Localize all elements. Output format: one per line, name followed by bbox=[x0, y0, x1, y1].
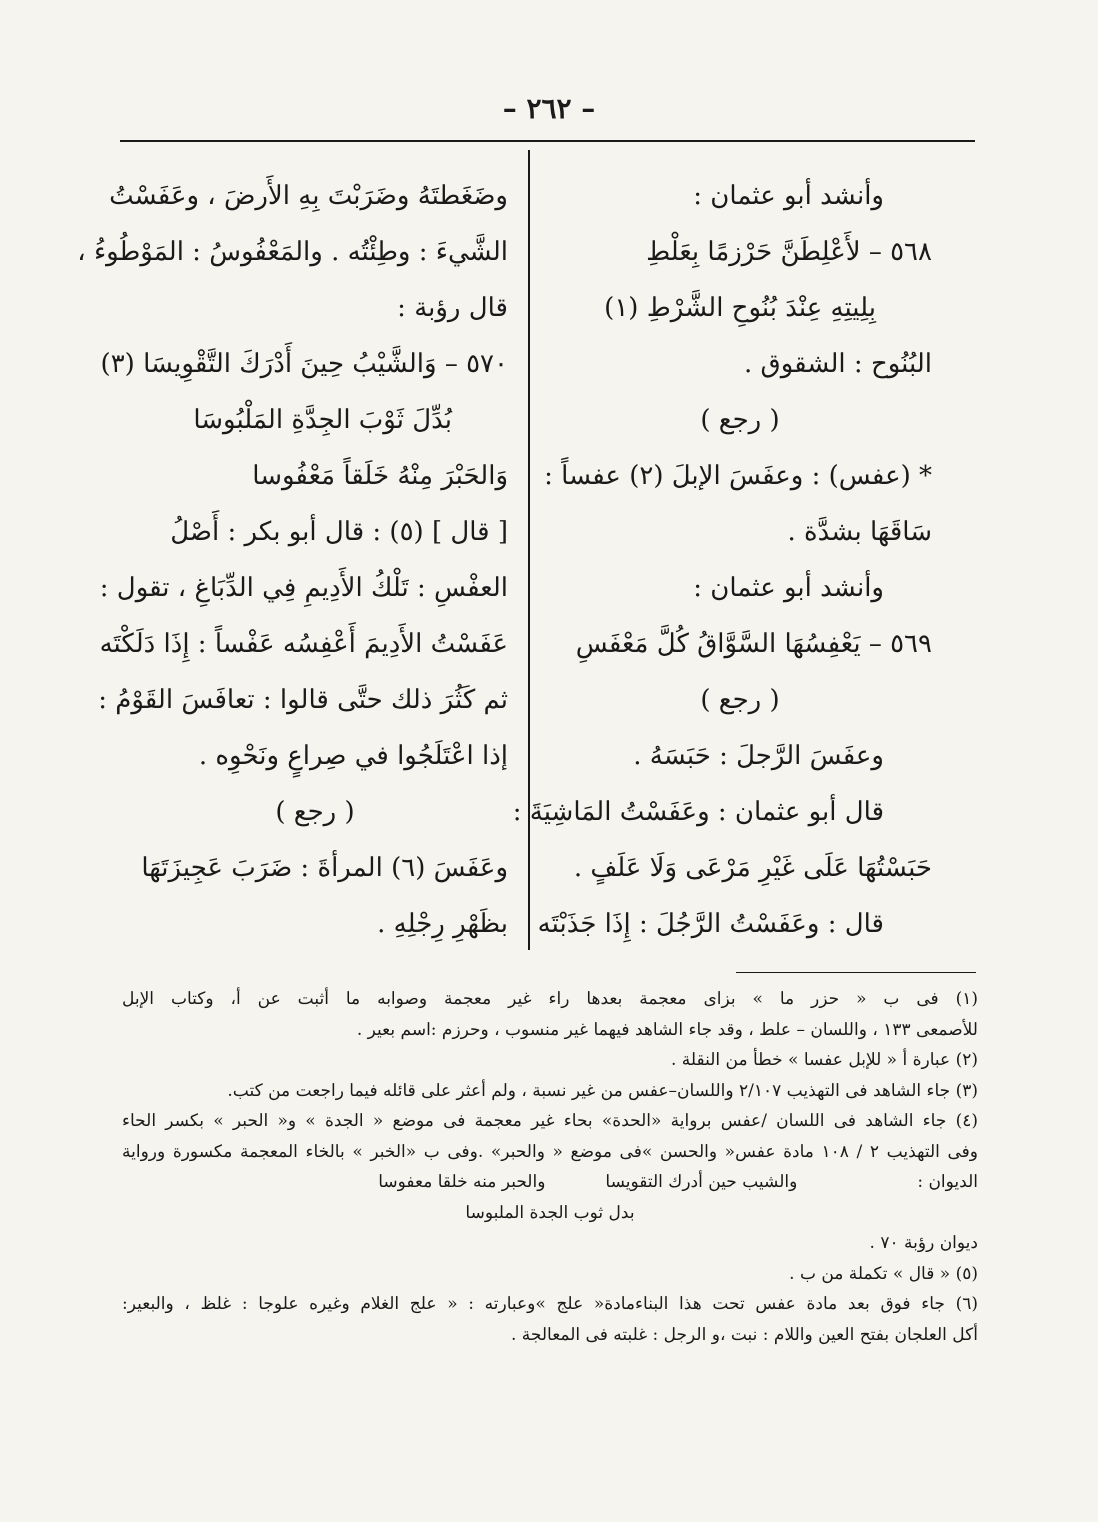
footnote-line: (٤) جاء الشاهد فى اللسان /عفس برواية «الحدة» بحاء غير معجمة فى موضع « الجدة » و« الحبر » بكسر الحاء bbox=[122, 1111, 978, 1131]
footnote-line: للأصمعى ١٣٣ ، واللسان – علط ، وقد جاء الشاهد فيهما غير منسوب ، وحرزم :اسم بعير . bbox=[356, 1019, 978, 1040]
diwan-verse: والحبر منه خلقا معفوسا bbox=[378, 1172, 546, 1192]
text-line: حَبَسْتُهَا عَلَى غَيْرِ مَرْعَى وَلَا عَلَفٍ . bbox=[573, 853, 932, 883]
diwan-verse: بدل ثوب الجدة الملبوسا bbox=[465, 1202, 635, 1223]
verse-line: وَالحَبْرَ مِنْهُ خَلَقاً مَعْفُوسا bbox=[252, 461, 508, 491]
text-line: بظَهْرِ رِجْلِهِ . bbox=[377, 909, 508, 939]
section-marker: ( رجع ) bbox=[700, 685, 780, 715]
text-line: وأنشد أبو عثمان : bbox=[693, 573, 884, 603]
page-number: – ٢٦٢ – bbox=[502, 92, 596, 125]
header-rule bbox=[120, 140, 975, 142]
text-line: وعَفَسَ (٦) المرأةَ : ضَرَبَ عَجِيزَتَهَا bbox=[141, 853, 508, 883]
section-marker: ( رجع ) bbox=[700, 405, 780, 435]
text-line: البُنُوح : الشقوق . bbox=[744, 349, 932, 379]
text-line: وضَغَطتَهُ وضَرَبْتَ بِهِ الأَرضَ ، وعَفَسْتُ bbox=[109, 181, 508, 211]
left-column bbox=[77, 168, 508, 952]
footnote-line: أكل العلجان بفتح العين واللام : نبت ،و الرجل : غلبته فى المعالجة . bbox=[510, 1324, 978, 1345]
entry-heading: * (عفس) : وعفَسَ الإبلَ (٢) عفساً : bbox=[544, 461, 932, 491]
text-line: سَاقَهَا بشدَّة . bbox=[787, 517, 932, 547]
footnote-verse-row bbox=[122, 1167, 978, 1198]
text-line: قال أبو عثمان : وعَفَسْتُ المَاشِيَةَ : bbox=[512, 797, 884, 827]
text-line: قال : وعَفَسْتُ الرَّجُلَ : إِذَا جَذَبْتَه bbox=[537, 909, 884, 939]
footnote-line: ديوان رؤبة ٧٠ . bbox=[869, 1233, 978, 1253]
text-line: قال رؤبة : bbox=[397, 293, 508, 323]
footnote-line: (١) فى ب « حزر ما » بزاى معجمة بعدها راء غير معجمة وصوابه ما أثبت عن أ، وكتاب الإبل bbox=[122, 989, 978, 1009]
footnote-line: وفى التهذيب ٢ / ١٠٨ مادة عفس« والحسن »فى موضع « والحبر» .وفى ب «الخبر » بالخاء المعجمة مكسورة ورواية bbox=[122, 1141, 978, 1162]
text-line: ثم كَثُرَ ذلك حتَّى قالوا : تعافَسَ القَوْمُ : bbox=[98, 685, 508, 715]
text-line: عَفَسْتُ الأَدِيمَ أَعْفِسُه عَفْساً : إِذَا دَلَكْتَه bbox=[99, 629, 508, 659]
footnote-line: (٦) جاء فوق بعد مادة عفس تحت هذا البناءمادة« علج »وعبارته : « علج الغلام وغيره علوجا : غلظ ، والبعير: bbox=[122, 1294, 978, 1314]
diwan-verse: والشيب حين أدرك التقويسا bbox=[605, 1172, 798, 1192]
verse-line: ٥٧٠ – وَالشَّيْبُ حِينَ أَدْرَكَ التَّقْوِيسَا (٣) bbox=[100, 349, 508, 379]
footnote-rule bbox=[736, 972, 976, 973]
footnotes bbox=[122, 984, 978, 1350]
text-line: وأنشد أبو عثمان : bbox=[693, 181, 884, 211]
diwan-label: الديوان : bbox=[917, 1172, 978, 1192]
footnote-line: (٥) « قال » تكملة من ب . bbox=[789, 1263, 978, 1284]
right-column bbox=[512, 168, 932, 952]
footnote-line: (٢) عبارة أ « للإبل عفسا » خطأ من النقلة . bbox=[670, 1050, 978, 1070]
footnote-line: (٣) جاء الشاهد فى التهذيب ٢/١٠٧ واللسان–عفس من غير نسبة ، ولم أعثر على قائله فيما راجعت من كتب. bbox=[227, 1080, 978, 1101]
text-line: [ قال ] (٥) : قال أبو بكر : أَصْلُ bbox=[170, 517, 508, 547]
text-line: العفْسِ : تَلْكُ الأَدِيمِ فِي الدِّبَاغِ ، تقول : bbox=[99, 573, 508, 603]
verse-line: ٥٦٩ – يَعْفِسُهَا السَّوَّاقُ كُلَّ مَعْفَسِ bbox=[575, 629, 932, 659]
section-marker: ( رجع ) bbox=[275, 797, 355, 827]
verse-line: ٥٦٨ – لأَعْلِطَنَّ حَرْزمًا بِعَلْطِ bbox=[646, 237, 932, 267]
text-line: وعفَسَ الرَّجلَ : حَبَسَهُ . bbox=[633, 741, 884, 771]
verse-line: بُدِّلَ ثَوْبَ الجِدَّةِ المَلْبُوسَا bbox=[193, 405, 452, 435]
text-line: إذا اعْتَلَجُوا في صِراعٍ ونَحْوِه . bbox=[198, 741, 508, 771]
verse-line: بِلِيتِهِ عِنْدَ بُنُوحِ الشَّرْطِ (١) bbox=[604, 293, 876, 323]
text-line: الشَّيءَ : وطِئْتُه . والمَعْفُوسُ : المَوْطُوءُ ، bbox=[77, 237, 508, 267]
